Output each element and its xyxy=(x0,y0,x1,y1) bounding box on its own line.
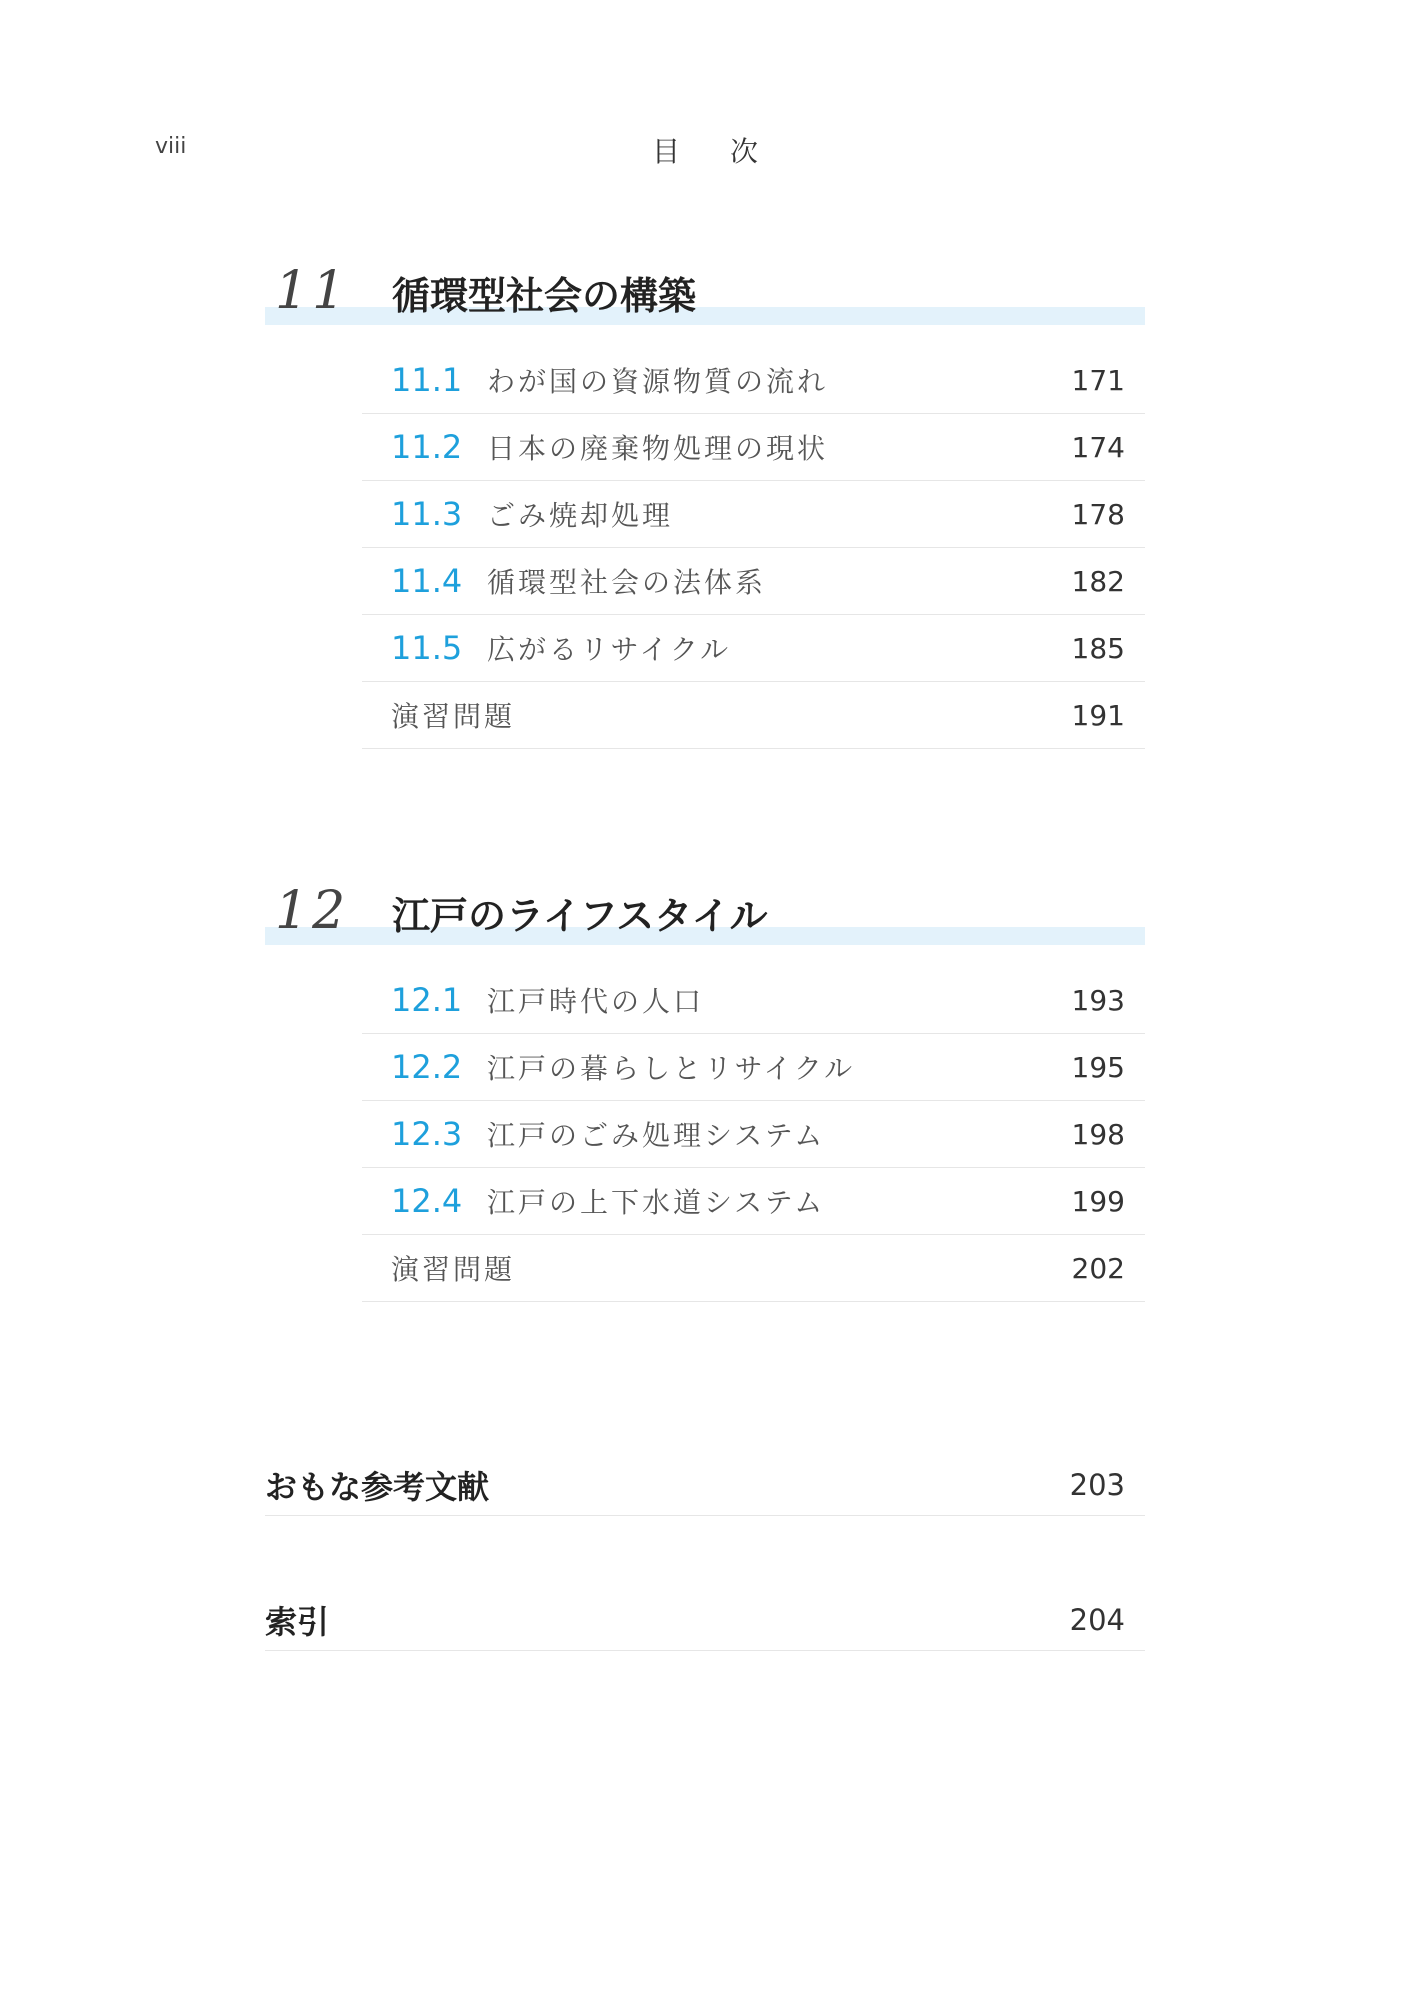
section-number: 11.1 xyxy=(391,361,463,399)
section-number: 12.4 xyxy=(391,1182,463,1220)
section-number: 12.2 xyxy=(391,1048,463,1086)
section-title: 江戸のごみ処理システム xyxy=(487,1119,826,1152)
toc-entry[interactable] xyxy=(362,615,1145,682)
back-matter-title: おもな参考文献 xyxy=(265,1468,490,1506)
chapter-number: 11 xyxy=(275,261,350,321)
page-ref: 185 xyxy=(1071,631,1125,665)
running-head: 目次 xyxy=(652,135,809,168)
section-number: 11.4 xyxy=(391,562,463,600)
section-list xyxy=(362,967,1145,1302)
section-title: わが国の資源物質の流れ xyxy=(487,365,829,398)
page-ref: 174 xyxy=(1071,430,1125,464)
toc-entry[interactable] xyxy=(362,347,1145,414)
section-title: 日本の廃棄物処理の現状 xyxy=(487,432,829,465)
chapter-title: 循環型社会の構築 xyxy=(392,274,697,318)
toc-entry-index[interactable] xyxy=(265,1590,1145,1651)
section-title: ごみ焼却処理 xyxy=(487,499,674,532)
chapter-number: 12 xyxy=(275,881,350,941)
page-ref: 182 xyxy=(1071,564,1125,598)
page-ref: 202 xyxy=(1071,1251,1125,1285)
page-ref: 203 xyxy=(1069,1468,1125,1502)
toc-entry[interactable] xyxy=(362,481,1145,548)
toc-entry[interactable] xyxy=(362,1101,1145,1168)
chapter-title: 江戸のライフスタイル xyxy=(392,894,768,938)
section-number: 11.2 xyxy=(391,428,463,466)
toc-entry-references[interactable] xyxy=(265,1455,1145,1516)
chapter-heading xyxy=(265,261,1145,325)
section-title: 江戸の暮らしとリサイクル xyxy=(487,1052,856,1085)
toc-entry[interactable] xyxy=(362,1034,1145,1101)
section-title: 広がるリサイクル xyxy=(487,633,732,666)
toc-entry[interactable] xyxy=(362,1168,1145,1235)
back-matter-title: 索引 xyxy=(265,1603,330,1641)
section-number: 12.1 xyxy=(391,981,463,1019)
page-ref: 191 xyxy=(1071,698,1125,732)
page-ref: 178 xyxy=(1071,497,1125,531)
page-ref: 171 xyxy=(1071,363,1125,397)
section-list xyxy=(362,347,1145,749)
section-title: 演習問題 xyxy=(391,1253,516,1286)
section-number: 11.5 xyxy=(391,629,463,667)
page-number: viii xyxy=(155,134,187,159)
toc-entry[interactable] xyxy=(362,548,1145,615)
page-ref: 195 xyxy=(1071,1050,1125,1084)
page-ref: 204 xyxy=(1069,1603,1125,1637)
section-number: 11.3 xyxy=(391,495,463,533)
page-ref: 198 xyxy=(1071,1117,1125,1151)
toc-entry[interactable] xyxy=(362,414,1145,481)
section-title: 循環型社会の法体系 xyxy=(487,566,767,599)
section-title: 江戸時代の人口 xyxy=(487,985,705,1018)
page-ref: 199 xyxy=(1071,1184,1125,1218)
section-title: 江戸の上下水道システム xyxy=(487,1186,826,1219)
toc-entry[interactable] xyxy=(362,967,1145,1034)
toc-entry-exercises[interactable] xyxy=(362,1235,1145,1302)
chapter-11 xyxy=(265,261,1145,749)
chapter-heading xyxy=(265,881,1145,945)
toc-entry-exercises[interactable] xyxy=(362,682,1145,749)
section-number: 12.3 xyxy=(391,1115,463,1153)
chapter-12 xyxy=(265,881,1145,1302)
section-title: 演習問題 xyxy=(391,700,516,733)
page-ref: 193 xyxy=(1071,983,1125,1017)
